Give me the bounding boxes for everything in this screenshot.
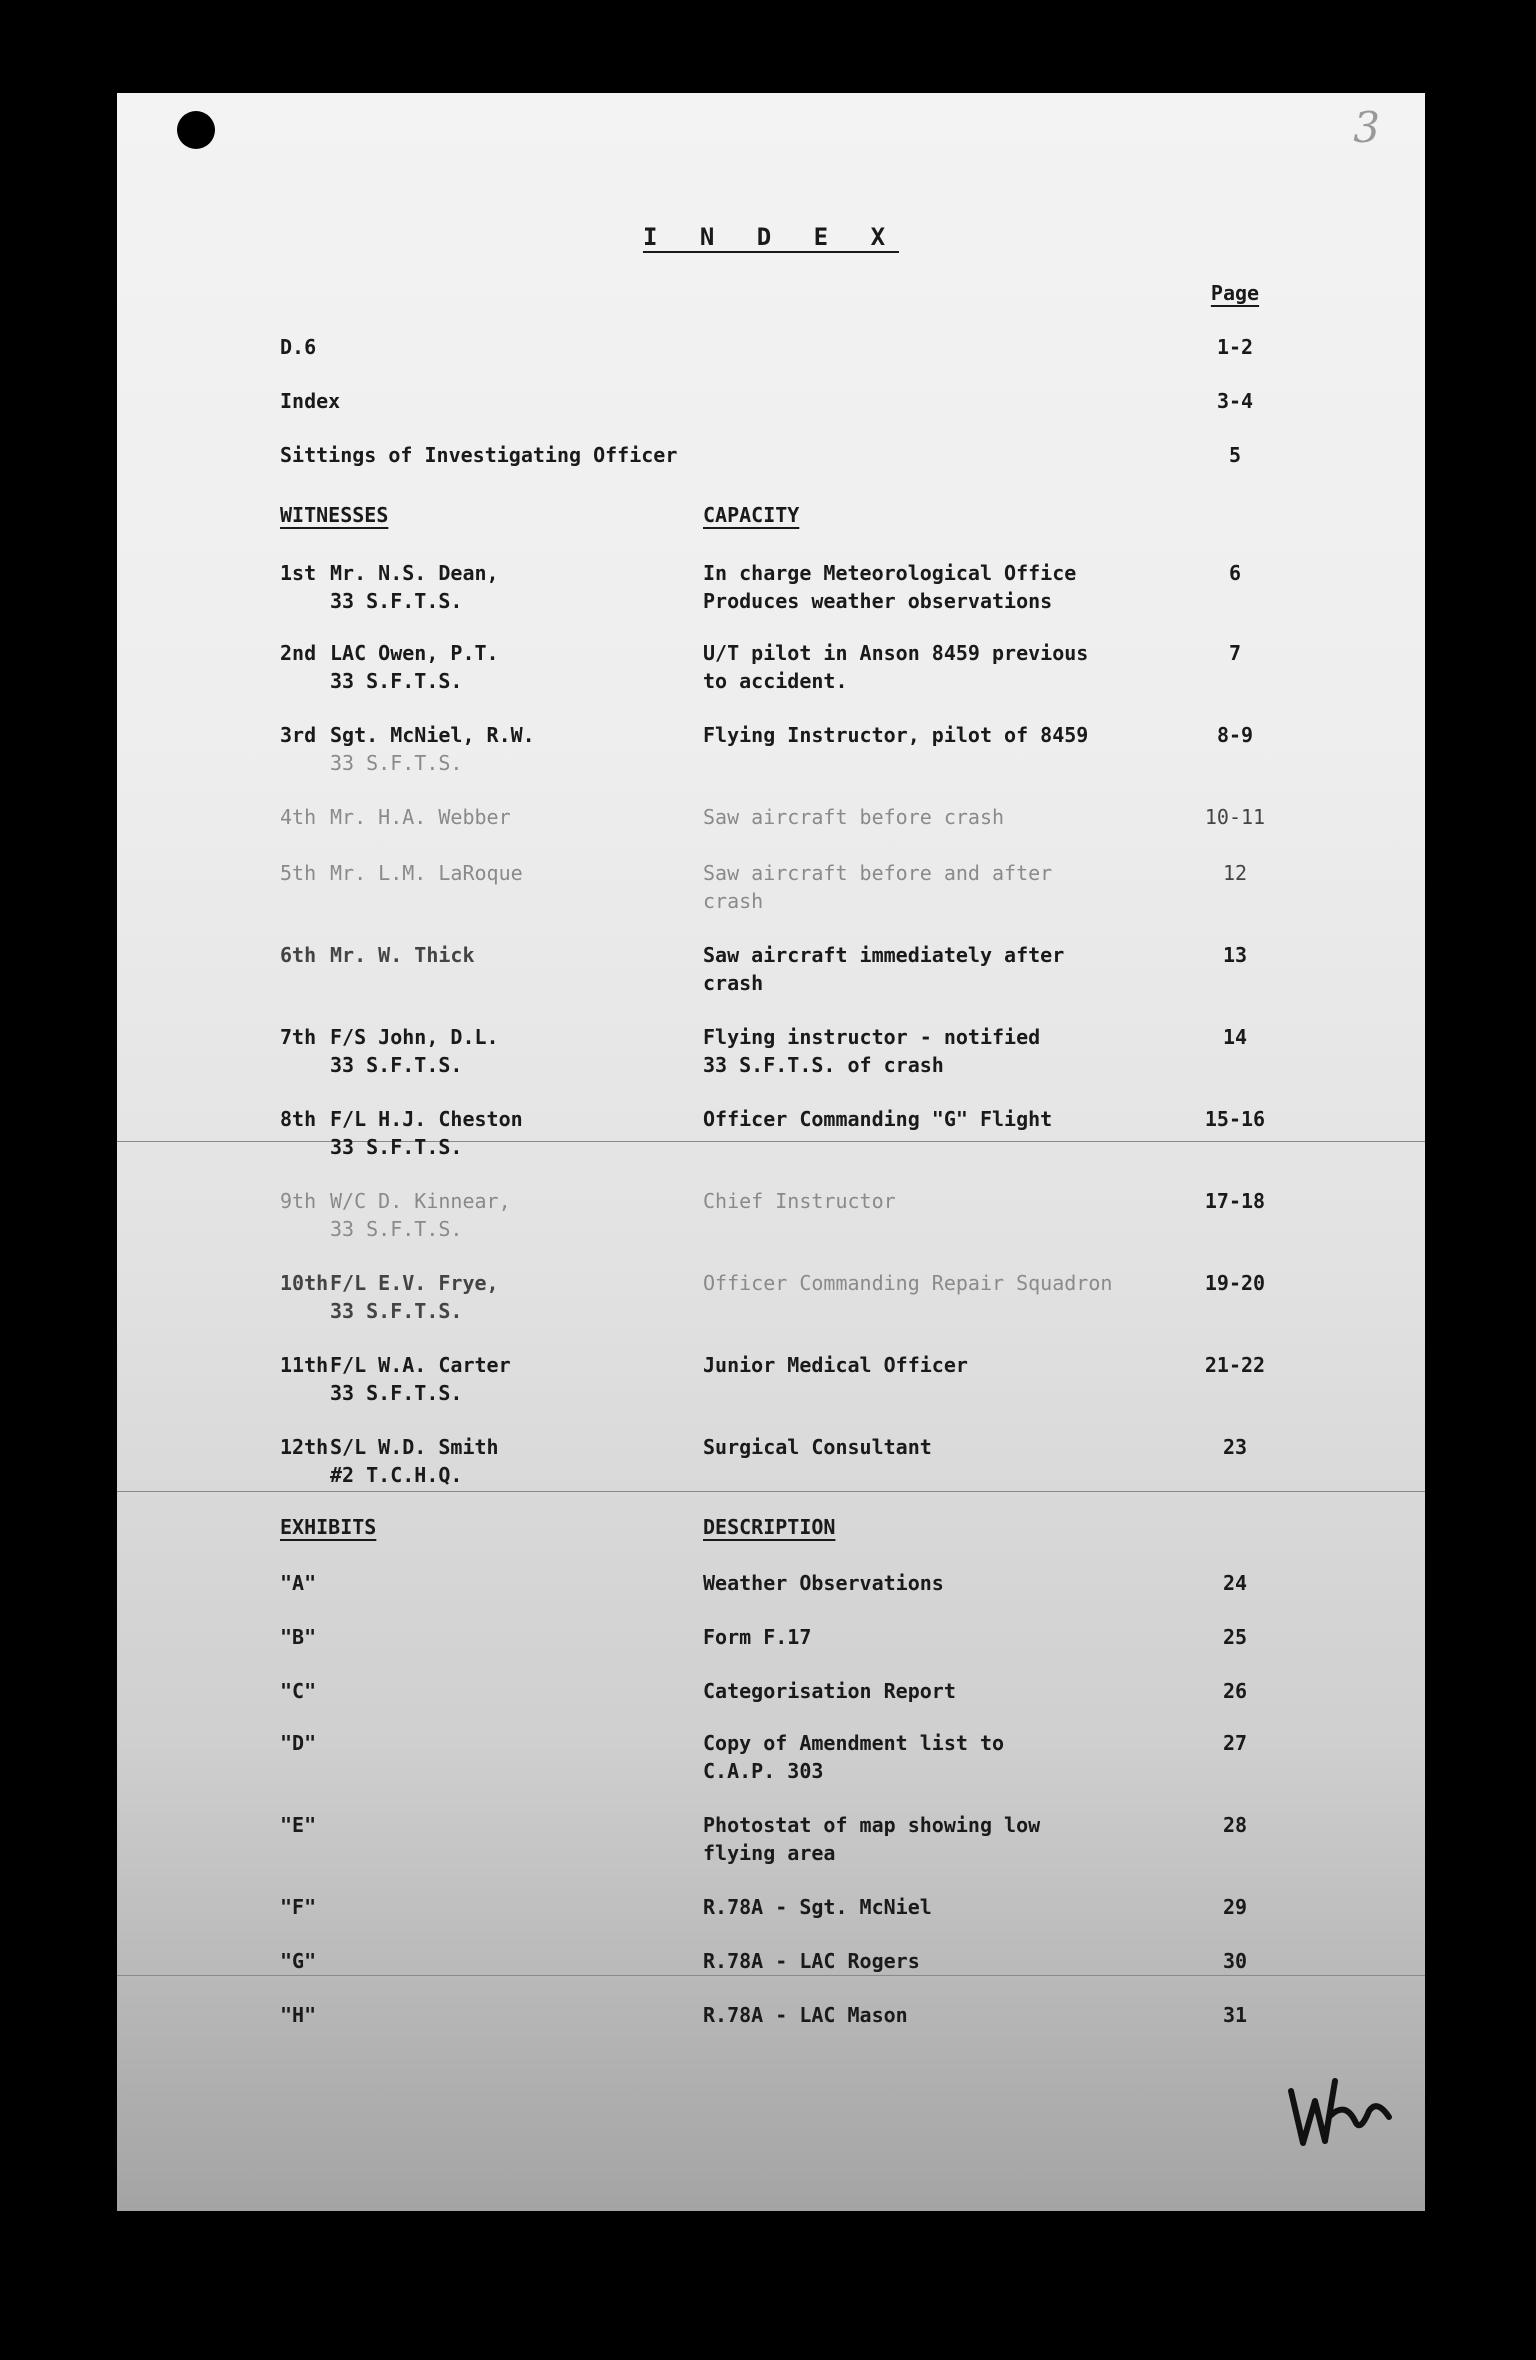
page-ref: 6 (1228, 561, 1242, 585)
witness-ordinal: 5th (280, 861, 317, 885)
page-ref: 12 (1222, 861, 1248, 885)
page-ref: 14 (1222, 1025, 1248, 1049)
witness-ordinal: 2nd (280, 641, 317, 665)
witness-capacity-cont: crash (703, 971, 764, 995)
witness-capacity-cont: to accident. (703, 669, 848, 693)
exhibit-description: Photostat of map showing low (703, 1813, 1041, 1837)
witness-capacity: U/T pilot in Anson 8459 previous (703, 641, 1089, 665)
witness-name: F/L W.A. Carter (330, 1353, 511, 1377)
witness-ordinal: 9th (280, 1189, 317, 1213)
witness-ordinal: 6th (280, 943, 317, 967)
witness-capacity: Officer Commanding "G" Flight (703, 1107, 1053, 1131)
witness-capacity: Saw aircraft before crash (703, 805, 1005, 829)
exhibit-id: "H" (280, 2003, 317, 2027)
fold-line (117, 1975, 1425, 1976)
page-ref: 29 (1222, 1895, 1248, 1919)
witness-unit: 33 S.F.T.S. (330, 1381, 463, 1405)
witness-unit: 33 S.F.T.S. (330, 751, 463, 775)
witness-ordinal: 3rd (280, 723, 317, 747)
witnesses-heading: WITNESSES (280, 503, 389, 527)
exhibit-id: "G" (280, 1949, 317, 1973)
witness-capacity-cont: Produces weather observations (703, 589, 1053, 613)
witness-name: S/L W.D. Smith (330, 1435, 499, 1459)
page-ref: 15-16 (1204, 1107, 1266, 1131)
witness-capacity-cont: crash (703, 889, 764, 913)
exhibit-description: R.78A - LAC Rogers (703, 1949, 920, 1973)
fold-line (117, 1141, 1425, 1142)
handwritten-page-number: 3 (1353, 103, 1380, 152)
witness-capacity: Saw aircraft before and after (703, 861, 1053, 885)
page-ref: 13 (1222, 943, 1248, 967)
capacity-heading: CAPACITY (703, 503, 800, 527)
page-ref: 28 (1222, 1813, 1248, 1837)
witness-unit: 33 S.F.T.S. (330, 1135, 463, 1159)
witness-capacity-cont: 33 S.F.T.S. of crash (703, 1053, 944, 1077)
witness-capacity: Flying instructor - notified (703, 1025, 1041, 1049)
punch-hole (177, 111, 215, 149)
page-ref: 24 (1222, 1571, 1248, 1595)
witness-unit: 33 S.F.T.S. (330, 669, 463, 693)
exhibits-heading: EXHIBITS (280, 1515, 377, 1539)
witness-capacity: Surgical Consultant (703, 1435, 932, 1459)
handwritten-initials (1285, 2061, 1395, 2151)
witness-ordinal: 4th (280, 805, 317, 829)
witness-ordinal: 11th (280, 1353, 329, 1377)
witness-name: W/C D. Kinnear, (330, 1189, 511, 1213)
page-ref: 8-9 (1216, 723, 1254, 747)
witness-capacity: In charge Meteorological Office (703, 561, 1077, 585)
page-ref: 25 (1222, 1625, 1248, 1649)
document-page (117, 93, 1425, 2211)
exhibit-description: R.78A - Sgt. McNiel (703, 1895, 932, 1919)
exhibit-description: R.78A - LAC Mason (703, 2003, 908, 2027)
witness-capacity: Chief Instructor (703, 1189, 896, 1213)
page-ref: 21-22 (1204, 1353, 1266, 1377)
description-heading: DESCRIPTION (703, 1515, 836, 1539)
witness-unit: 33 S.F.T.S. (330, 1299, 463, 1323)
witness-name: Sgt. McNiel, R.W. (330, 723, 535, 747)
exhibit-id: "C" (280, 1679, 317, 1703)
exhibit-id: "E" (280, 1813, 317, 1837)
page-ref: 3-4 (1216, 389, 1254, 413)
section-label: Sittings of Investigating Officer (280, 443, 678, 467)
page-ref: 19-20 (1204, 1271, 1266, 1295)
witness-unit: 33 S.F.T.S. (330, 1217, 463, 1241)
witness-capacity: Saw aircraft immediately after (703, 943, 1065, 967)
page-ref: 5 (1228, 443, 1242, 467)
witness-name: Mr. N.S. Dean, (330, 561, 499, 585)
page-column-header: Page (1210, 281, 1260, 305)
exhibit-description-cont: C.A.P. 303 (703, 1759, 824, 1783)
witness-ordinal: 12th (280, 1435, 329, 1459)
page-title: I N D E X (642, 223, 900, 251)
witness-name: F/S John, D.L. (330, 1025, 499, 1049)
witness-name: F/L E.V. Frye, (330, 1271, 499, 1295)
witness-ordinal: 10th (280, 1271, 329, 1295)
fold-line (117, 1491, 1425, 1492)
page-ref: 10-11 (1204, 805, 1266, 829)
exhibit-description: Categorisation Report (703, 1679, 956, 1703)
exhibit-id: "D" (280, 1731, 317, 1755)
exhibit-description: Copy of Amendment list to (703, 1731, 1005, 1755)
witness-ordinal: 8th (280, 1107, 317, 1131)
witness-name: F/L H.J. Cheston (330, 1107, 523, 1131)
exhibit-id: "A" (280, 1571, 317, 1595)
page-ref: 26 (1222, 1679, 1248, 1703)
section-label: Index (280, 389, 341, 413)
page-ref: 31 (1222, 2003, 1248, 2027)
witness-unit: 33 S.F.T.S. (330, 589, 463, 613)
witness-name: Mr. H.A. Webber (330, 805, 511, 829)
exhibit-description: Weather Observations (703, 1571, 944, 1595)
witness-capacity: Junior Medical Officer (703, 1353, 968, 1377)
page-ref: 17-18 (1204, 1189, 1266, 1213)
witness-ordinal: 1st (280, 561, 317, 585)
exhibit-description: Form F.17 (703, 1625, 812, 1649)
witness-unit: #2 T.C.H.Q. (330, 1463, 463, 1487)
page-ref: 30 (1222, 1949, 1248, 1973)
witness-name: LAC Owen, P.T. (330, 641, 499, 665)
exhibit-id: "B" (280, 1625, 317, 1649)
witness-name: Mr. W. Thick (330, 943, 475, 967)
witness-ordinal: 7th (280, 1025, 317, 1049)
exhibit-id: "F" (280, 1895, 317, 1919)
witness-name: Mr. L.M. LaRoque (330, 861, 523, 885)
witness-unit: 33 S.F.T.S. (330, 1053, 463, 1077)
page-ref: 23 (1222, 1435, 1248, 1459)
witness-capacity: Officer Commanding Repair Squadron (703, 1271, 1113, 1295)
section-label: D.6 (280, 335, 317, 359)
page-ref: 7 (1228, 641, 1242, 665)
page-ref: 27 (1222, 1731, 1248, 1755)
page-ref: 1-2 (1216, 335, 1254, 359)
witness-capacity: Flying Instructor, pilot of 8459 (703, 723, 1089, 747)
exhibit-description-cont: flying area (703, 1841, 836, 1865)
